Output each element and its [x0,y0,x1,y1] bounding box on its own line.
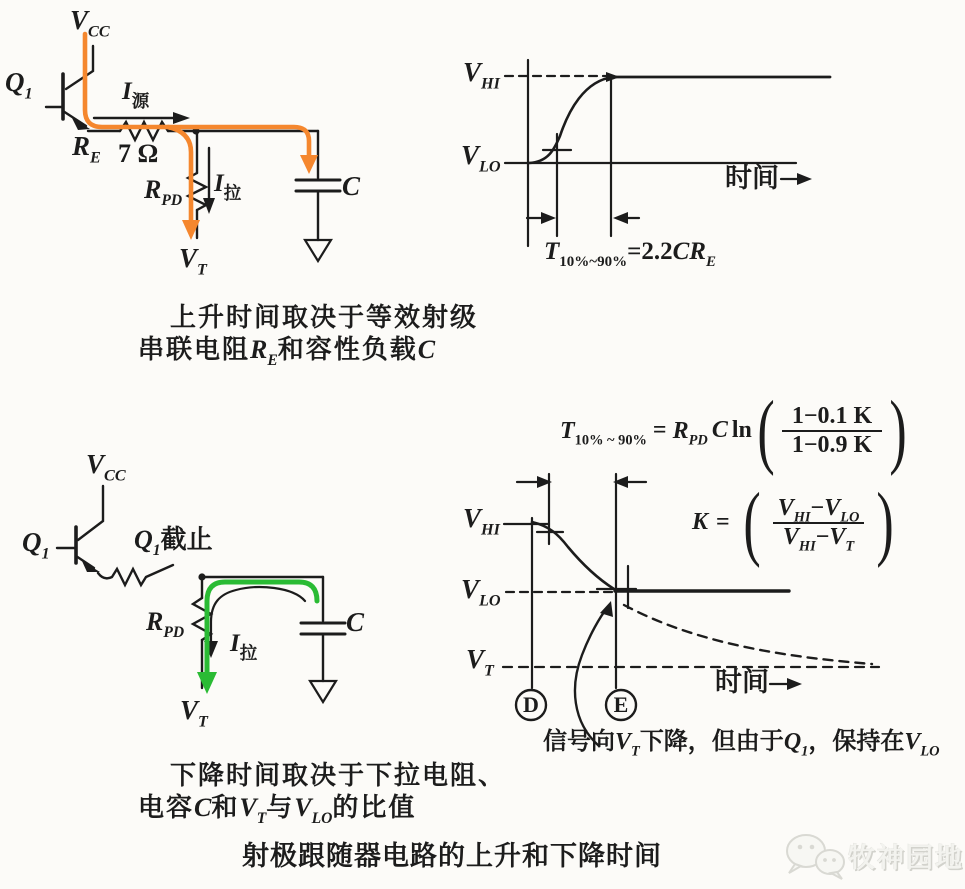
vcc-label: $V_{CC}$ [70,5,110,41]
decay-dashed [624,605,872,664]
q1-label: $Q_1$ [22,527,50,563]
cap-label: C [342,171,361,201]
vcc-label: $V_{CC}$ [86,449,126,485]
emitter-arrowhead [82,561,100,572]
orange-arrowhead-cap [300,155,318,174]
annotation-arrow [575,608,607,746]
rise-time-formula: $T_{10\%\sim 90\%}=2.2CR_E$ [544,238,716,270]
ground-symbol [305,240,331,261]
k-ratio-formula: K = ( $\frac{V_{HI}-V_{LO}}{V_{HI}-V_T}$ ) [692,476,895,569]
figure-caption: 射极跟随器电路的上升和下降时间 [242,841,662,871]
vlo-label: $V_{LO}$ [461,140,501,176]
cap-label: C [346,607,365,637]
marker-e: E [613,692,629,717]
i-pull-label: $I_拉$ [230,630,258,663]
collector-wire [78,486,103,540]
emitter-lead [63,111,86,126]
vt-label: $V_T$ [466,644,494,680]
fall-note-line2: 电容C和$V_T$与$V_{LO}$的比值 [138,792,417,828]
vlo-label: $V_{LO}$ [461,574,501,610]
time-axis-label: 时间 [715,667,769,697]
time-axis-label: 时间 [725,163,779,193]
right-paren: ) [889,384,907,477]
open-switch-wire [98,565,173,585]
vt-label: $V_T$ [179,243,207,279]
fall-annotation: 信号向$V_T$下降，但由于$Q_1$，保持在$V_{LO}$ [543,728,940,760]
vhi-label: $V_{HI}$ [463,503,500,539]
rise-note-line2: 串联电阻$R_E$和容性负载C [138,334,436,370]
left-paren: ( [743,476,761,569]
bottom-left-circuit-strokes [57,486,345,702]
q1-label: $Q_1$ [5,67,33,103]
watermark-text: 牧神园地 [848,843,964,873]
marker-d: D [523,692,539,717]
rpd-label: $R_{PD}$ [144,175,183,210]
re-label: $R_E$ [72,131,101,167]
vhi-label: $V_{HI}$ [463,57,500,93]
i-source-label: $I_源$ [122,78,150,111]
ground-symbol [310,681,336,702]
right-paren: ) [876,476,895,569]
q1-cutoff-label: $Q_1$截止 [134,524,213,560]
left-paren: ( [757,384,775,477]
fall-time-formula: $T_{10\% \sim 90\%}$ = $R_{PD}$ C ln ( $\frac{1-0.1 K}{1-0.9 K}$ ) [560,384,907,477]
i-pull-label: $I_拉$ [214,170,242,203]
i-pull-curve [211,587,305,644]
collector-wire [66,46,93,89]
rpd-label: $R_{PD}$ [146,607,185,642]
fall-note-line1: 下降时间取决于下拉电阻、 [170,760,507,790]
resistor-value-label: 7 Ω [118,139,159,168]
vt-label: $V_T$ [180,695,208,731]
green-arrowhead-vt [197,672,217,694]
wechat-bubbles-icon [787,835,844,879]
rise-note-line1: 上升时间取决于等效射级 [170,302,479,332]
